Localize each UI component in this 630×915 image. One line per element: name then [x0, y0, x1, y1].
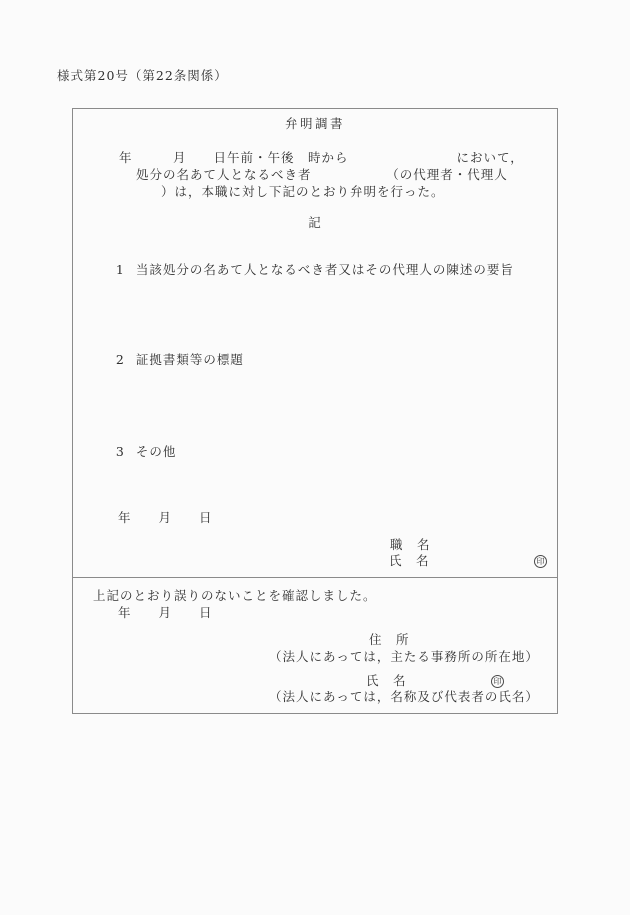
section-divider — [73, 577, 557, 578]
item-3-number: 3 — [115, 444, 124, 459]
confirmation-seal-icon — [491, 675, 504, 688]
form-number: 様式第20号（第22条関係） — [57, 68, 228, 83]
item-2-writing-area — [86, 359, 544, 424]
confirmation-address-label: 住 所 — [369, 632, 410, 647]
intro-line-1: 年 月 日午前・午後 時から において， — [119, 150, 524, 165]
record-heading: 記 — [308, 215, 322, 230]
document-title: 弁明調書 — [284, 116, 345, 131]
intro-line-2: 処分の名あて人となるべき者 （の代理者・代理人 — [136, 167, 508, 182]
signature-date-line: 年 月 日 — [118, 510, 213, 525]
confirmation-statement: 上記のとおり誤りのないことを確認しました。 — [93, 588, 377, 603]
confirmation-date-line: 年 月 日 — [118, 605, 213, 620]
item-2-number: 2 — [115, 352, 124, 367]
confirmation-address-note: （法人にあっては，主たる事務所の所在地） — [269, 649, 539, 664]
signature-role-label: 職 名 — [390, 537, 431, 552]
signature-seal-icon — [534, 555, 547, 568]
form-box — [72, 108, 558, 714]
intro-line-3: ）は，本職に対し下記のとおり弁明を行った。 — [161, 184, 445, 199]
item-1-label: 当該処分の名あて人となるべき者又はその代理人の陳述の要旨 — [135, 262, 514, 277]
item-3-writing-area — [86, 451, 544, 506]
signature-seal-char: 印 — [536, 556, 545, 566]
item-1-writing-area — [86, 269, 544, 334]
item-2-label: 証拠書類等の標題 — [135, 352, 244, 367]
item-3-label: その他 — [135, 444, 177, 459]
confirmation-name-label: 氏 名 — [366, 673, 407, 688]
signature-name-label: 氏 名 — [389, 553, 430, 568]
confirmation-seal-char: 印 — [493, 676, 502, 686]
item-1-number: 1 — [115, 262, 124, 277]
confirmation-name-note: （法人にあっては，名称及び代表者の氏名） — [269, 689, 539, 704]
